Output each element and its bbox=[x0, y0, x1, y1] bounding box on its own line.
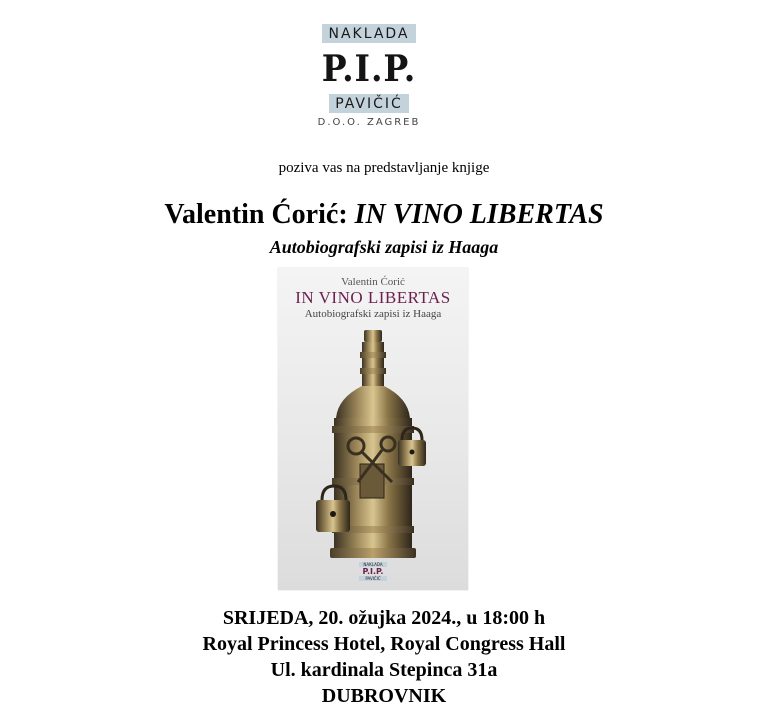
publisher-logo bbox=[314, 22, 424, 140]
event-address: Ul. kardinala Stepinca 31a bbox=[270, 659, 498, 681]
cover-title: IN VINO LIBERTAS bbox=[295, 288, 451, 307]
cover-subtitle: Autobiografski zapisi iz Haaga bbox=[304, 308, 442, 320]
event-city: DUBROVNIK bbox=[321, 685, 447, 707]
book-title: IN VINO LIBERTAS bbox=[354, 199, 604, 230]
book-cover-image bbox=[278, 268, 468, 590]
event-venue: Royal Princess Hotel, Royal Congress Hall bbox=[202, 633, 566, 655]
cover-logo-mid: P.I.P. bbox=[362, 567, 384, 576]
logo-naklada: NAKLADA bbox=[322, 24, 415, 43]
invitation-text: poziva vas na predstavljanje knjige bbox=[278, 160, 490, 176]
book-author: Valentin Ćorić: bbox=[164, 199, 348, 230]
logo-pavicic: PAVIČIĆ bbox=[329, 94, 409, 113]
book-heading bbox=[0, 198, 768, 232]
book-subtitle: Autobiografski zapisi iz Haaga bbox=[269, 237, 499, 257]
cover-logo-bottom: PAVIČIĆ bbox=[359, 576, 387, 581]
cover-publisher-logo bbox=[359, 562, 387, 582]
event-date-time: SRIJEDA, 20. ožujka 2024., u 18:00 h bbox=[222, 607, 546, 629]
cover-author: Valentin Ćorić bbox=[341, 276, 405, 288]
logo-doo-zagreb: D.O.O. ZAGREB bbox=[317, 117, 421, 128]
cover-logo-top: NAKLADA bbox=[359, 562, 387, 567]
logo-pip: P.I.P. bbox=[321, 48, 417, 90]
event-details bbox=[0, 605, 768, 709]
